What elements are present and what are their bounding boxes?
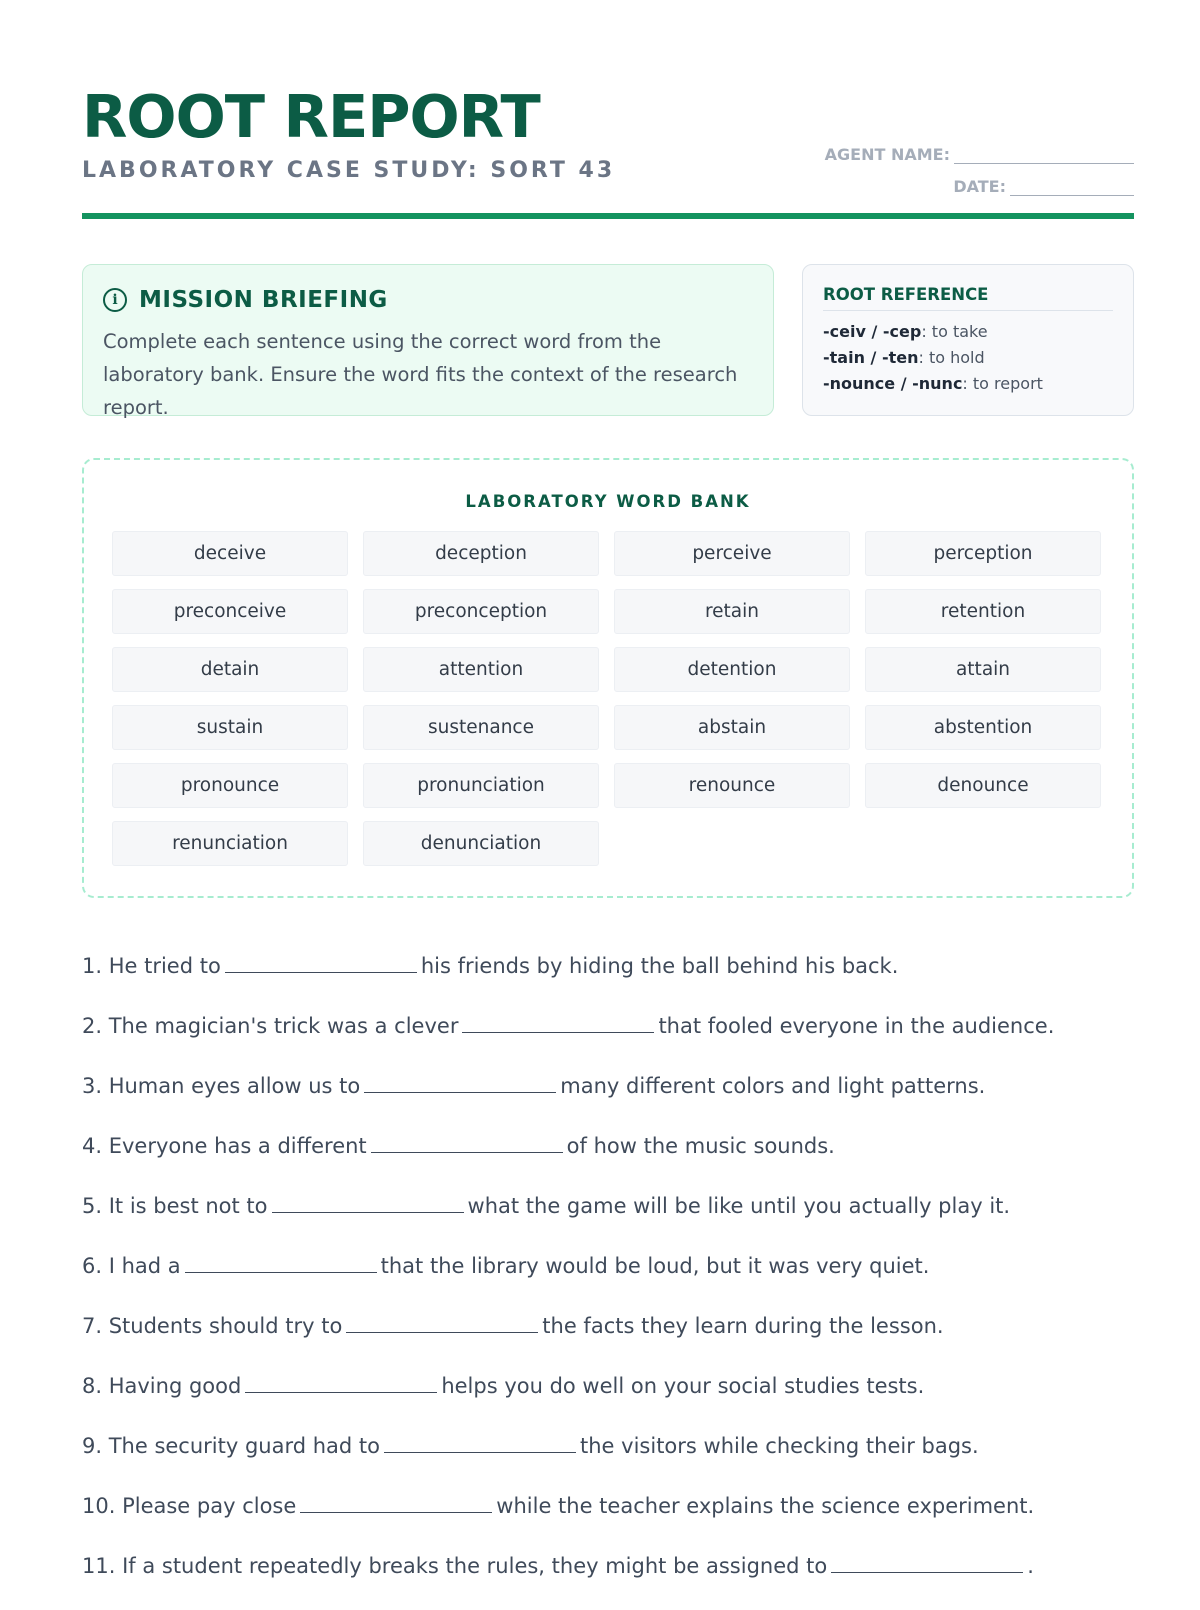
header-divider (82, 213, 1134, 219)
answer-blank[interactable] (300, 1490, 492, 1513)
word-chip: preconception (363, 589, 599, 634)
agent-name-field[interactable] (954, 147, 1134, 164)
reference-item (823, 371, 1113, 397)
sentence-end: helps you do well on your social studies tests. (441, 1374, 925, 1398)
reference-meaning: : to take (921, 322, 988, 341)
sentence-end: that the library would be loud, but it was very quiet. (380, 1254, 930, 1278)
word-chip: perception (865, 531, 1101, 576)
answer-blank[interactable] (245, 1370, 437, 1393)
word-chip: renounce (614, 763, 850, 808)
sentence-start: 10. Please pay close (82, 1494, 297, 1518)
sentence-item (82, 1250, 1134, 1310)
date-label: DATE: (953, 177, 1006, 196)
word-chip: deceive (112, 531, 348, 576)
sentence-end: . (1027, 1554, 1034, 1578)
sentence-start: 9. The security guard had to (82, 1434, 381, 1458)
answer-blank[interactable] (384, 1430, 576, 1453)
sentence-item (82, 1190, 1134, 1250)
sentence-end: what the game will be like until you actually play it. (467, 1194, 1011, 1218)
word-chip: sustain (112, 705, 348, 750)
date-field[interactable] (1010, 179, 1134, 196)
answer-blank[interactable] (831, 1550, 1023, 1573)
sentence-end: that fooled everyone in the audience. (658, 1014, 1055, 1038)
reference-item (823, 319, 1113, 345)
word-chip: retention (865, 589, 1101, 634)
answer-blank[interactable] (462, 1010, 654, 1033)
briefing-title: MISSION BRIEFING (139, 287, 388, 313)
sentence-item (82, 1130, 1134, 1190)
sentence-start: 8. Having good (82, 1374, 242, 1398)
answer-blank[interactable] (346, 1310, 538, 1333)
sentence-start: 6. I had a (82, 1254, 181, 1278)
sentence-start: 4. Everyone has a different (82, 1134, 367, 1158)
word-chip: attain (865, 647, 1101, 692)
student-info (825, 132, 1134, 196)
sentence-item (82, 950, 1134, 1010)
word-chip: detain (112, 647, 348, 692)
answer-blank[interactable] (225, 950, 417, 973)
sentence-start: 1. He tried to (82, 954, 221, 978)
sentence-list (82, 950, 1134, 1610)
word-chip: pronounce (112, 763, 348, 808)
sentence-start: 2. The magician's trick was a clever (82, 1014, 459, 1038)
sentence-item (82, 1310, 1134, 1370)
sentence-item (82, 1430, 1134, 1490)
page-subtitle: LABORATORY CASE STUDY: SORT 43 (82, 158, 616, 183)
sentence-item (82, 1550, 1134, 1610)
worksheet-page (82, 0, 1134, 1600)
date-row (825, 164, 1134, 196)
word-chip: denounce (865, 763, 1101, 808)
sentence-end: while the teacher explains the science experiment. (496, 1494, 1035, 1518)
reference-root: -tain / -ten (823, 348, 919, 367)
sentence-end: his friends by hiding the ball behind his back. (420, 954, 899, 978)
info-icon: i (103, 288, 127, 312)
sentence-start: 3. Human eyes allow us to (82, 1074, 361, 1098)
sentence-item (82, 1370, 1134, 1430)
sentence-item (82, 1010, 1134, 1070)
answer-blank[interactable] (364, 1070, 556, 1093)
word-chip: sustenance (363, 705, 599, 750)
sentence-item (82, 1490, 1134, 1550)
sentence-start: 5. It is best not to (82, 1194, 268, 1218)
mission-briefing (82, 264, 774, 419)
sentence-start: 11. If a student repeatedly breaks the rules, they might be assigned to (82, 1554, 828, 1578)
sentence-end: of how the music sounds. (566, 1134, 835, 1158)
agent-name-label: AGENT NAME: (824, 145, 950, 164)
sentence-start: 7. Students should try to (82, 1314, 343, 1338)
word-chip: detention (614, 647, 850, 692)
reference-item (823, 345, 1113, 371)
answer-blank[interactable] (371, 1130, 563, 1153)
sentence-end: the visitors while checking their bags. (580, 1434, 979, 1458)
sentence-item (82, 1070, 1134, 1130)
word-chip: retain (614, 589, 850, 634)
reference-meaning: : to report (962, 374, 1043, 393)
briefing-text: Complete each sentence using the correct word from the laboratory bank. Ensure the word fits the context of the research report. (103, 330, 738, 419)
word-bank-title: LABORATORY WORD BANK (465, 492, 751, 511)
root-reference (802, 264, 1134, 416)
word-bank-grid (112, 531, 1104, 866)
answer-blank[interactable] (185, 1250, 377, 1273)
briefing-header (103, 287, 753, 313)
word-chip: renunciation (112, 821, 348, 866)
word-chip: perceive (614, 531, 850, 576)
agent-name-row (825, 132, 1134, 164)
reference-title: ROOT REFERENCE (823, 285, 1113, 311)
sentence-end: the facts they learn during the lesson. (542, 1314, 944, 1338)
word-chip: attention (363, 647, 599, 692)
sentence-end: many different colors and light patterns. (560, 1074, 986, 1098)
page-title: ROOT REPORT (82, 82, 540, 151)
reference-meaning: : to hold (918, 348, 985, 367)
word-chip: denunciation (363, 821, 599, 866)
word-chip: abstain (614, 705, 850, 750)
worksheet-header (82, 82, 1134, 222)
word-chip: deception (363, 531, 599, 576)
word-chip: preconceive (112, 589, 348, 634)
answer-blank[interactable] (272, 1190, 464, 1213)
word-chip: pronunciation (363, 763, 599, 808)
word-bank (82, 458, 1134, 898)
reference-root: -nounce / -nunc (823, 374, 963, 393)
reference-root: -ceiv / -cep (823, 322, 922, 341)
word-chip: abstention (865, 705, 1101, 750)
